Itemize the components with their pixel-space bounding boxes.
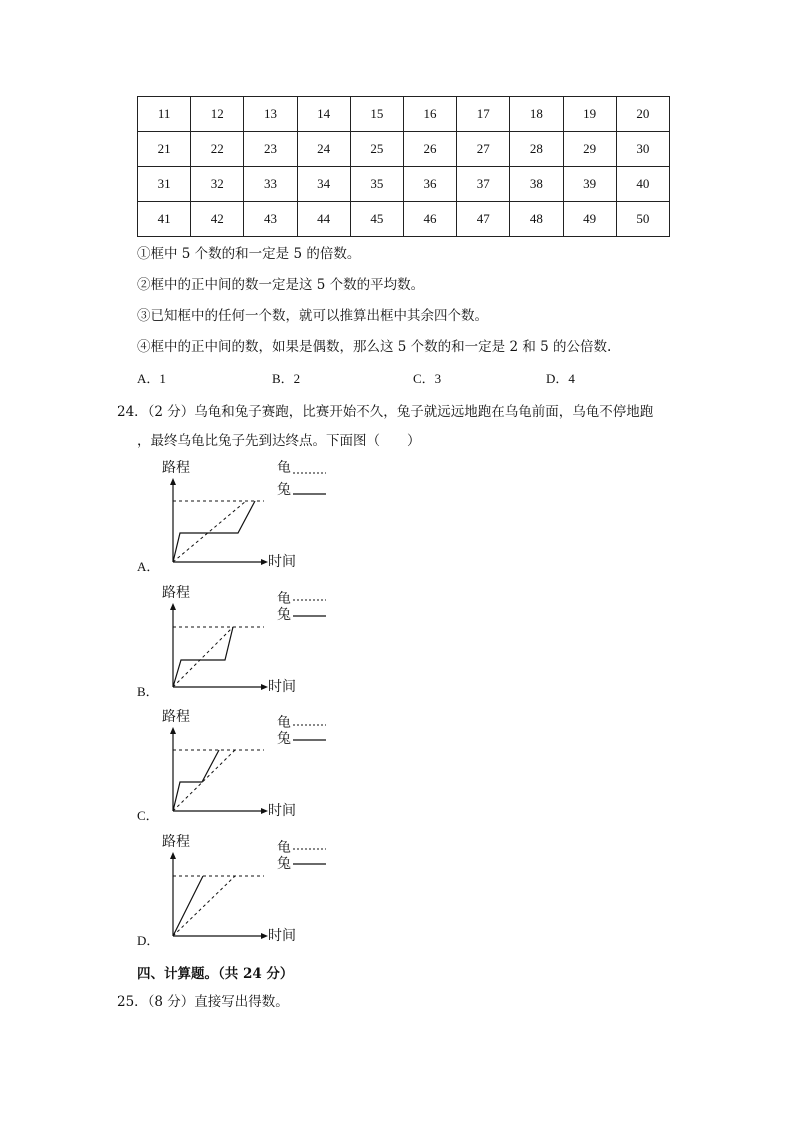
grid-cell: 32: [191, 167, 244, 202]
q25-stem: 25．（8 分）直接写出得数。: [117, 994, 289, 1010]
legend-tortoise: 龟: [277, 591, 291, 607]
grid-cell: 38: [510, 167, 563, 202]
grid-cell: 48: [510, 202, 563, 237]
statement-3: ③已知框中的任何一个数，就可以推算出框中其余四个数。: [137, 308, 488, 324]
statement-4: ④框中的正中间的数，如果是偶数，那么这 5 个数的和一定是 2 和 5 的公倍数.: [137, 339, 612, 355]
y-axis-arrow: [170, 727, 176, 734]
grid-cell: 42: [191, 202, 244, 237]
tortoise-path: [173, 501, 246, 562]
grid-cell: 39: [563, 167, 616, 202]
statement-2: ②框中的正中间的数一定是这 5 个数的平均数。: [137, 277, 425, 293]
number-grid: [137, 96, 670, 237]
x-axis-label: 时间: [268, 928, 296, 944]
grid-cell: 45: [350, 202, 403, 237]
grid-row: [138, 202, 670, 237]
grid-cell: 19: [563, 97, 616, 132]
y-axis-label: 路程: [162, 709, 190, 725]
rabbit-path: [173, 750, 219, 811]
grid-cell: 50: [616, 202, 669, 237]
grid-cell: 29: [563, 132, 616, 167]
graph-option-b[interactable]: [137, 585, 337, 705]
graph-option-c-letter: C．: [137, 808, 159, 823]
graph-b-plot: [137, 585, 337, 705]
x-axis-label: 时间: [268, 679, 296, 695]
tortoise-path: [173, 750, 235, 811]
y-axis-label: 路程: [162, 460, 190, 476]
grid-cell: 31: [138, 167, 191, 202]
grid-row: [138, 132, 670, 167]
rabbit-path: [173, 501, 255, 562]
grid-cell: 25: [350, 132, 403, 167]
tortoise-path: [173, 876, 235, 936]
grid-cell: 26: [403, 132, 456, 167]
grid-cell: 22: [191, 132, 244, 167]
grid-row: [138, 97, 670, 132]
grid-cell: 13: [244, 97, 297, 132]
grid-row: [138, 167, 670, 202]
y-axis-arrow: [170, 603, 176, 610]
graph-option-d-letter: D．: [137, 933, 160, 948]
graph-option-b-letter: B．: [137, 684, 159, 699]
graph-option-a[interactable]: [137, 460, 337, 580]
legend-tortoise: 龟: [277, 715, 291, 731]
grid-cell: 18: [510, 97, 563, 132]
legend-rabbit: 兔: [277, 856, 291, 872]
grid-cell: 36: [403, 167, 456, 202]
grid-cell: 34: [297, 167, 350, 202]
grid-cell: 41: [138, 202, 191, 237]
statement-1: ①框中 5 个数的和一定是 5 的倍数。: [137, 246, 361, 262]
q23-option-a[interactable]: A．1: [137, 371, 166, 386]
grid-cell: 11: [138, 97, 191, 132]
x-axis-arrow: [261, 559, 268, 565]
grid-cell: 49: [563, 202, 616, 237]
grid-cell: 24: [297, 132, 350, 167]
rabbit-path: [173, 876, 203, 936]
grid-cell: 23: [244, 132, 297, 167]
legend-tortoise: 龟: [277, 840, 291, 856]
graph-d-plot: [137, 834, 337, 954]
q24-stem-line2: ，最终乌龟比兔子先到达终点。下面图（ ）: [137, 433, 421, 449]
legend-tortoise: 龟: [277, 460, 291, 476]
grid-cell: 40: [616, 167, 669, 202]
section-heading-4: 四、计算题。（共 24 分）: [137, 966, 294, 982]
grid-cell: 46: [403, 202, 456, 237]
x-axis-label: 时间: [268, 554, 296, 570]
grid-cell: 47: [457, 202, 510, 237]
legend-rabbit: 兔: [277, 731, 291, 747]
graph-c-plot: [137, 709, 337, 829]
y-axis-label: 路程: [162, 585, 190, 601]
x-axis-arrow: [261, 808, 268, 814]
grid-cell: 17: [457, 97, 510, 132]
q23-option-d[interactable]: D．4: [546, 371, 575, 386]
grid-cell: 27: [457, 132, 510, 167]
grid-cell: 35: [350, 167, 403, 202]
grid-cell: 16: [403, 97, 456, 132]
grid-cell: 15: [350, 97, 403, 132]
q23-options: [137, 368, 677, 386]
grid-cell: 20: [616, 97, 669, 132]
legend-rabbit: 兔: [277, 482, 291, 498]
x-axis-arrow: [261, 933, 268, 939]
x-axis-arrow: [261, 684, 268, 690]
x-axis-label: 时间: [268, 803, 296, 819]
tortoise-path: [173, 627, 233, 687]
grid-cell: 37: [457, 167, 510, 202]
grid-cell: 12: [191, 97, 244, 132]
y-axis-label: 路程: [162, 834, 190, 850]
grid-cell: 44: [297, 202, 350, 237]
grid-cell: 21: [138, 132, 191, 167]
grid-cell: 30: [616, 132, 669, 167]
q23-option-b[interactable]: B．2: [272, 371, 301, 386]
y-axis-arrow: [170, 852, 176, 859]
graph-option-a-letter: A．: [137, 559, 160, 574]
grid-cell: 33: [244, 167, 297, 202]
q24-stem-line1: 24．（2 分）乌龟和兔子赛跑，比赛开始不久，兔子就远远地跑在乌龟前面，乌龟不停地跑: [117, 404, 654, 420]
legend-rabbit: 兔: [277, 607, 291, 623]
q23-option-c[interactable]: C．3: [413, 371, 442, 386]
y-axis-arrow: [170, 478, 176, 485]
graph-option-d[interactable]: [137, 834, 337, 954]
grid-cell: 14: [297, 97, 350, 132]
grid-cell: 43: [244, 202, 297, 237]
graph-option-c[interactable]: [137, 709, 337, 829]
grid-cell: 28: [510, 132, 563, 167]
graph-a-plot: [137, 460, 337, 580]
